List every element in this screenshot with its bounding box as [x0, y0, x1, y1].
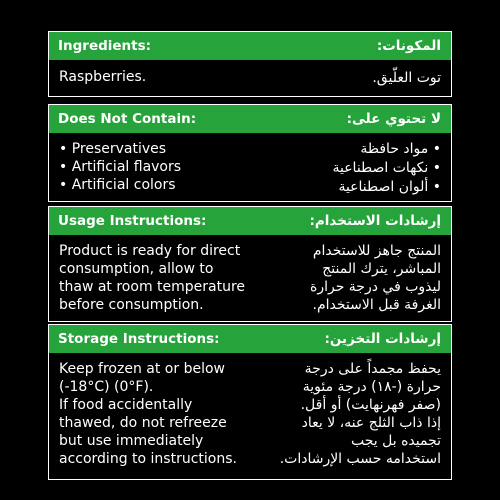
usage-line-en: consumption, allow to	[59, 261, 214, 277]
does-not-contain-list-en	[59, 140, 181, 197]
list-item: • مواد حافظة	[360, 141, 441, 157]
does-not-contain-title-en: Does Not Contain:	[58, 111, 197, 127]
usage-title-ar: إرشادات الاستخدام:	[309, 213, 441, 229]
storage-text-en	[59, 360, 237, 468]
list-item: • Artificial colors	[59, 177, 176, 193]
storage-title-ar: إرشادات التخزين:	[324, 331, 441, 347]
storage-line-en: thawed, do not refreeze	[59, 415, 227, 431]
usage-line-ar: المنتج جاهز للاستخدام	[312, 243, 441, 259]
usage-panel	[48, 206, 452, 322]
ingredients-title-ar: المكونات:	[376, 38, 441, 54]
does-not-contain-panel	[48, 104, 452, 202]
does-not-contain-body	[49, 133, 451, 197]
storage-line-en: but use immediately	[59, 433, 204, 449]
storage-line-ar: (صفر فهرنهايت) أو أقل.	[300, 397, 441, 413]
storage-line-en: Keep frozen at or below	[59, 361, 225, 377]
usage-header	[49, 207, 451, 235]
does-not-contain-list-ar	[332, 140, 441, 197]
usage-line-ar: ليذوب في درجة حرارة	[309, 279, 441, 295]
usage-text-en	[59, 242, 245, 314]
list-item: • نكهات اصطناعية	[332, 160, 441, 176]
storage-line-ar: حرارة (-١٨) درجة مئوية	[302, 379, 441, 395]
usage-line-en: thaw at room temperature	[59, 279, 246, 295]
usage-line-en: Product is ready for direct	[59, 243, 241, 259]
storage-line-ar: تجميده بل يجب	[350, 433, 441, 449]
storage-line-en: according to instructions.	[59, 451, 237, 467]
storage-line-en: If food accidentally	[59, 397, 193, 413]
storage-line-ar: استخدامه حسب الإرشادات.	[279, 451, 441, 467]
list-item: • Preservatives	[59, 141, 167, 157]
ingredients-body	[49, 60, 451, 88]
storage-line-ar: إذا ذاب الثلج عنه، لا يعاد	[301, 415, 441, 431]
does-not-contain-header	[49, 105, 451, 133]
ingredients-text-en: Raspberries.	[59, 69, 147, 85]
storage-line-en: (-18°C) (0°F).	[59, 379, 154, 395]
list-item: • ألوان اصطناعية	[338, 179, 441, 195]
usage-line-ar: المباشر، يترك المنتج	[322, 261, 441, 277]
storage-body	[49, 353, 451, 468]
ingredients-text-ar: توت العلّيق.	[372, 70, 441, 86]
storage-line-ar: يحفظ مجمداً على درجة	[304, 361, 441, 377]
storage-text-ar	[280, 360, 441, 468]
usage-title-en: Usage Instructions:	[58, 213, 207, 229]
ingredients-title-en: Ingredients:	[58, 38, 152, 54]
usage-text-ar	[310, 242, 441, 314]
ingredients-header	[49, 32, 451, 60]
list-item: • Artificial flavors	[59, 159, 182, 175]
does-not-contain-title-ar: لا تحتوي على:	[346, 111, 441, 127]
usage-line-en: before consumption.	[59, 297, 204, 313]
storage-header	[49, 325, 451, 353]
storage-panel	[48, 324, 452, 480]
usage-line-ar: الغرفة قبل الاستخدام.	[312, 297, 441, 313]
usage-body	[49, 235, 451, 314]
storage-title-en: Storage Instructions:	[58, 331, 220, 347]
ingredients-panel	[48, 31, 452, 97]
